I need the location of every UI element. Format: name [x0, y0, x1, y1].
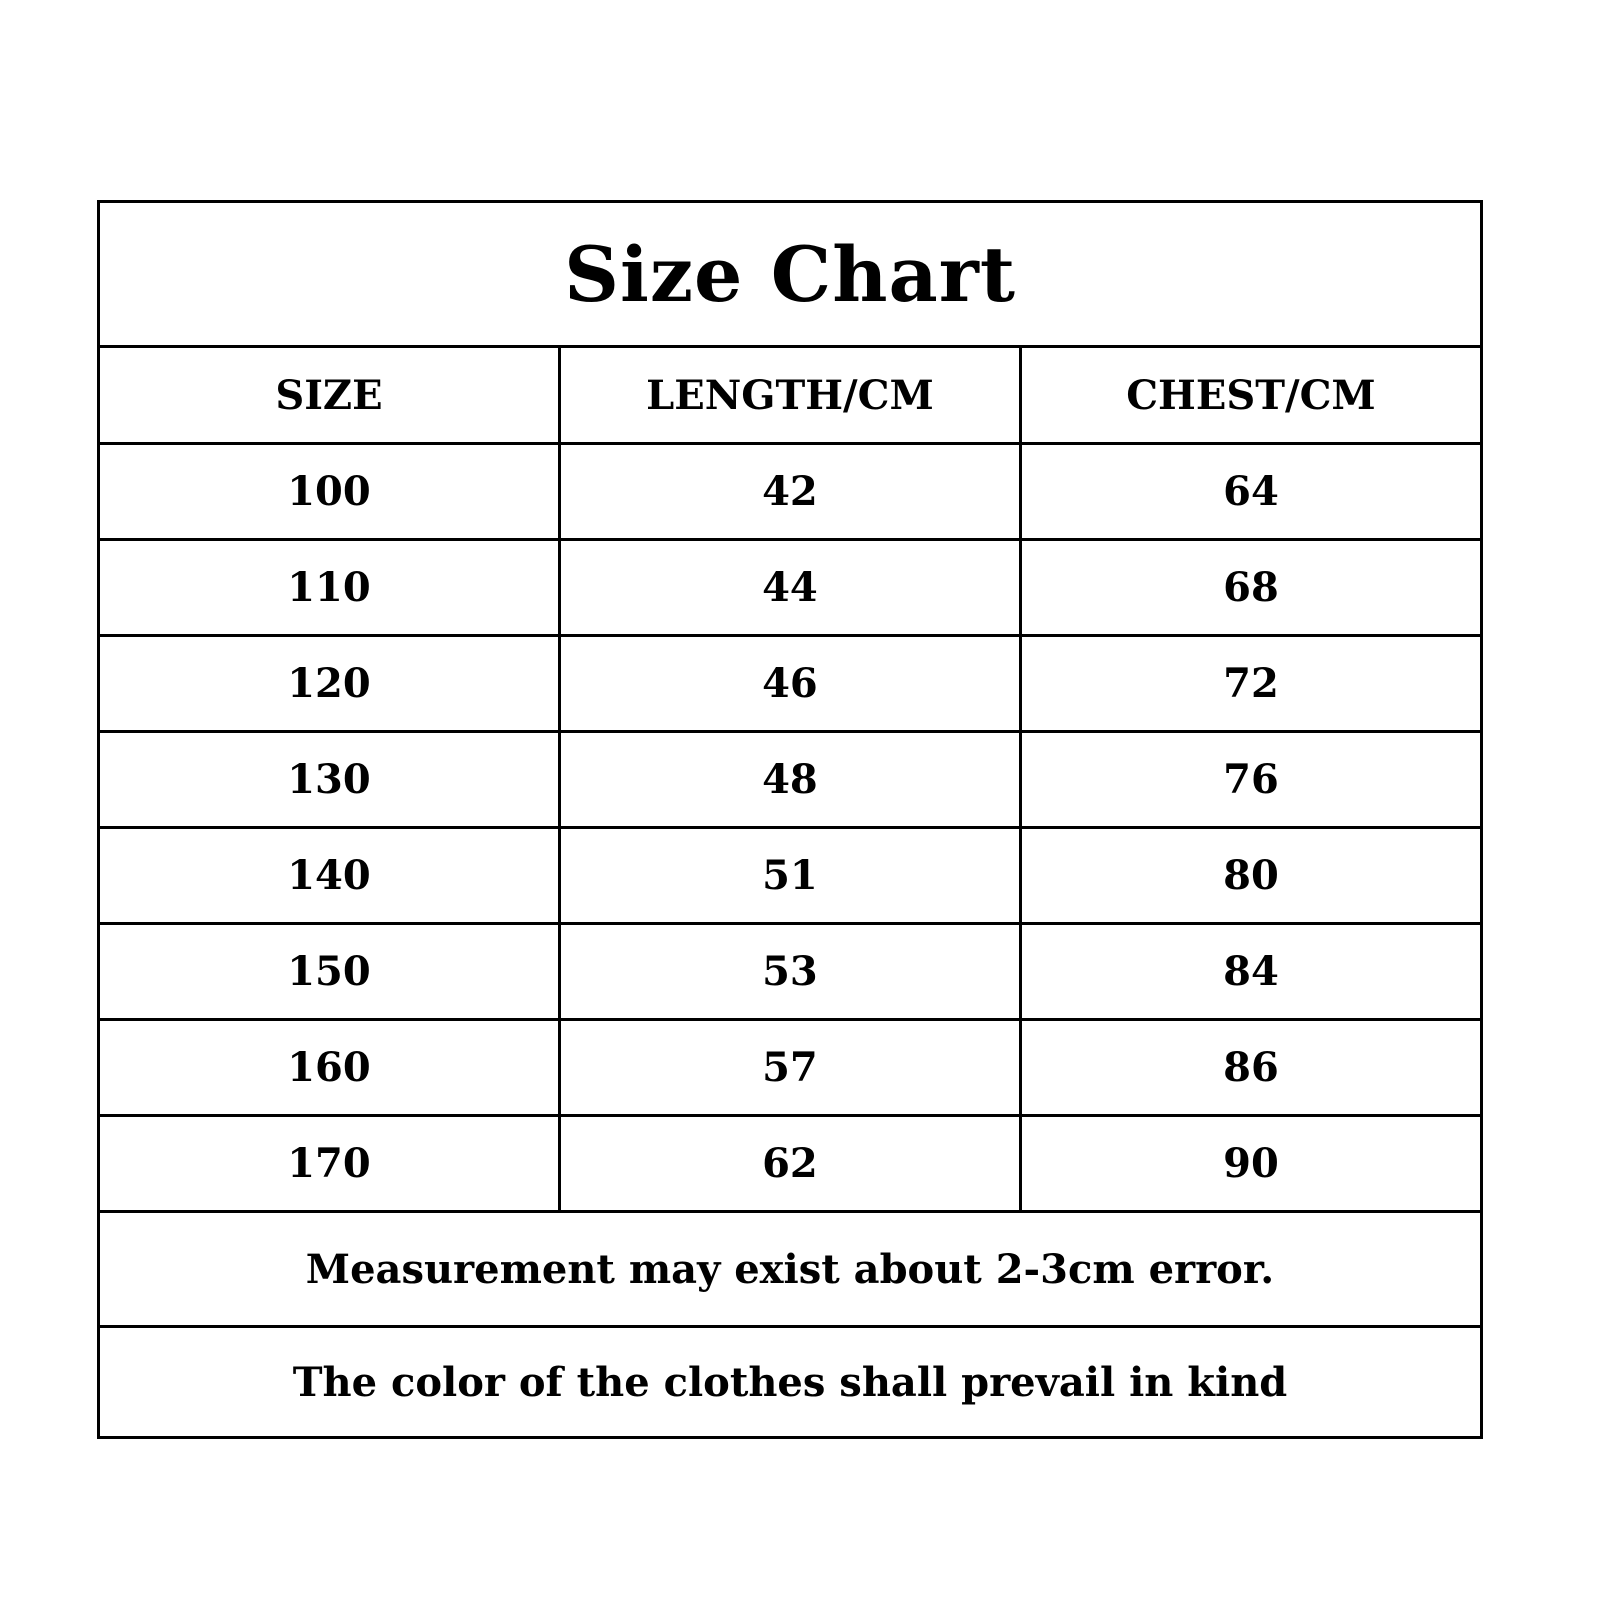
- length-cell: 46: [559, 636, 1020, 732]
- chest-cell: 90: [1020, 1116, 1481, 1212]
- chart-title: Size Chart: [99, 202, 1482, 347]
- size-cell: 140: [99, 828, 560, 924]
- note-row: [99, 1212, 1482, 1327]
- table-row: [99, 636, 1482, 732]
- table-row: [99, 540, 1482, 636]
- column-header-length: LENGTH/CM: [559, 347, 1020, 444]
- header-row: [99, 347, 1482, 444]
- table-row: [99, 732, 1482, 828]
- size-cell: 160: [99, 1020, 560, 1116]
- length-cell: 62: [559, 1116, 1020, 1212]
- chest-cell: 80: [1020, 828, 1481, 924]
- size-cell: 150: [99, 924, 560, 1020]
- color-note: The color of the clothes shall prevail in kind: [99, 1327, 1482, 1438]
- column-header-size: SIZE: [99, 347, 560, 444]
- length-cell: 51: [559, 828, 1020, 924]
- chest-cell: 72: [1020, 636, 1481, 732]
- table-row: [99, 828, 1482, 924]
- size-cell: 130: [99, 732, 560, 828]
- column-header-chest: CHEST/CM: [1020, 347, 1481, 444]
- title-row: [99, 202, 1482, 347]
- length-cell: 48: [559, 732, 1020, 828]
- size-cell: 120: [99, 636, 560, 732]
- chest-cell: 76: [1020, 732, 1481, 828]
- length-cell: 57: [559, 1020, 1020, 1116]
- size-cell: 110: [99, 540, 560, 636]
- table-row: [99, 924, 1482, 1020]
- table-row: [99, 1116, 1482, 1212]
- length-cell: 42: [559, 444, 1020, 540]
- length-cell: 53: [559, 924, 1020, 1020]
- size-chart-table: [97, 200, 1483, 1439]
- length-cell: 44: [559, 540, 1020, 636]
- size-cell: 170: [99, 1116, 560, 1212]
- size-cell: 100: [99, 444, 560, 540]
- measurement-note: Measurement may exist about 2-3cm error.: [99, 1212, 1482, 1327]
- chest-cell: 84: [1020, 924, 1481, 1020]
- table-row: [99, 1020, 1482, 1116]
- note-row: [99, 1327, 1482, 1438]
- chest-cell: 64: [1020, 444, 1481, 540]
- chest-cell: 68: [1020, 540, 1481, 636]
- chest-cell: 86: [1020, 1020, 1481, 1116]
- table-row: [99, 444, 1482, 540]
